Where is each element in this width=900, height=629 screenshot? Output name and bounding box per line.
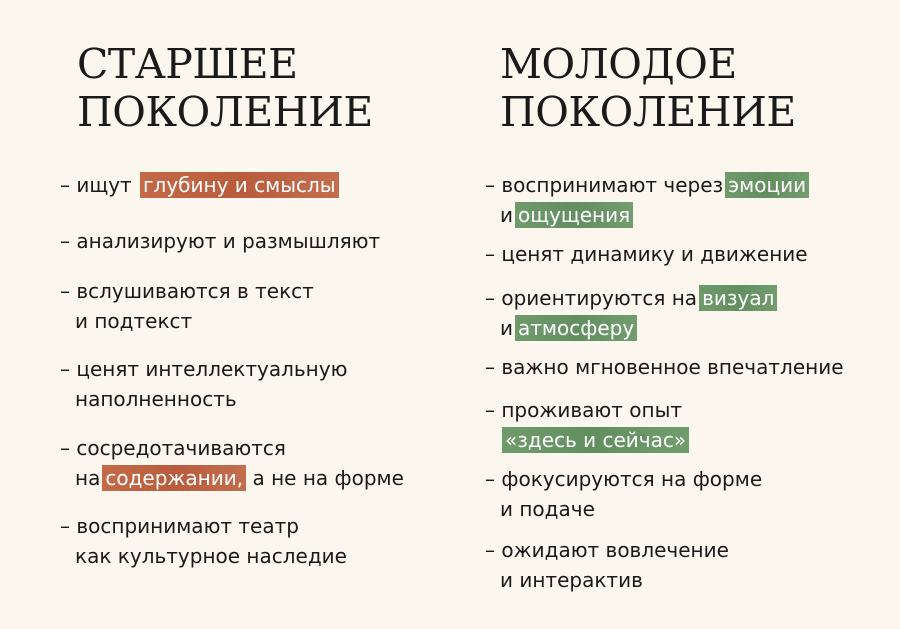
list-item [485, 352, 844, 382]
highlight-depth-meaning: глубину и смыслы [140, 172, 339, 198]
title-line: СТАРШЕЕ [77, 40, 298, 88]
list-item [485, 395, 689, 455]
item-text: – ценят динамику и движение [485, 242, 808, 266]
item-text: – ценят интеллектуальную [60, 357, 348, 381]
highlight-visual: визуал [699, 285, 777, 311]
item-text: наполненность [75, 387, 237, 411]
item-text: – фокусируются на форме [485, 467, 763, 491]
item-text: – важно мгновенное впечатление [485, 355, 844, 379]
item-text: – воспринимают театр [60, 514, 299, 538]
highlight-emotions: эмоции [725, 172, 809, 198]
older-generation-title [77, 40, 373, 136]
item-text: и подаче [500, 497, 595, 521]
item-text: и интерактив [500, 568, 643, 592]
item-text: а не на форме [252, 466, 404, 490]
item-text: и [500, 203, 513, 227]
highlight-sensations: ощущения [515, 202, 633, 228]
list-item [485, 464, 762, 524]
item-text: – вслушиваются в текст [60, 279, 314, 303]
highlight-here-and-now: «здесь и сейчас» [502, 427, 689, 453]
item-text: – проживают опыт [485, 398, 683, 422]
list-item [485, 239, 808, 269]
list-item [485, 535, 729, 595]
list-item [60, 354, 347, 414]
item-text: – ищут [60, 173, 132, 197]
item-text: – воспринимают через [485, 173, 724, 197]
list-item [60, 226, 380, 256]
younger-generation-title [500, 40, 796, 136]
item-text: на [75, 466, 101, 490]
item-text: – ожидают вовлечение [485, 538, 729, 562]
title-line: ПОКОЛЕНИЕ [77, 88, 373, 136]
title-line: МОЛОДОЕ [500, 40, 737, 88]
highlight-content: содержании, [102, 465, 246, 491]
list-item [60, 433, 404, 493]
item-text: и [500, 316, 513, 340]
list-item [60, 511, 347, 571]
list-item [485, 283, 777, 343]
item-text: – сосредотачиваются [60, 436, 286, 460]
item-text: – ориентируются на [485, 286, 698, 310]
title-line: ПОКОЛЕНИЕ [500, 88, 796, 136]
item-text: – анализируют и размышляют [60, 229, 381, 253]
list-item [60, 276, 314, 336]
list-item [60, 170, 339, 200]
item-text: как культурное наследие [75, 544, 347, 568]
list-item [485, 170, 809, 230]
item-text: и подтекст [75, 309, 193, 333]
highlight-atmosphere: атмосферу [515, 315, 637, 341]
